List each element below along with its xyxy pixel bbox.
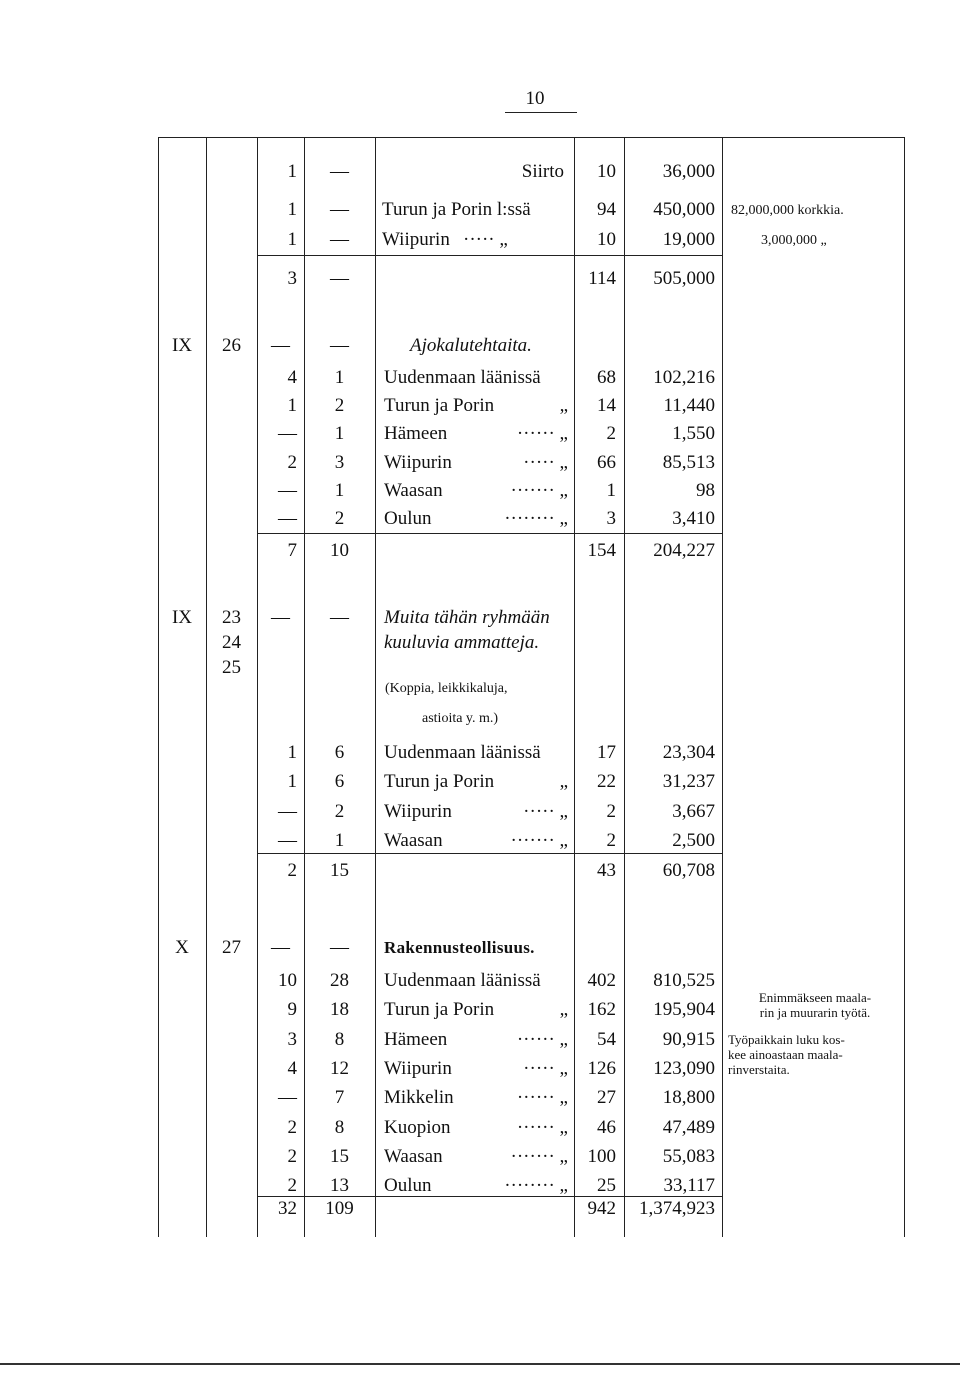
row-name: Wiipurin (382, 229, 450, 250)
cell-count: 14 (597, 395, 616, 416)
row-dots: ······· „ (510, 480, 568, 501)
cell-b: 13 (330, 1175, 349, 1196)
row-name: Waasan (384, 480, 443, 501)
row-dots: ········ „ (504, 1175, 568, 1196)
page-bottom-rule (0, 1363, 960, 1365)
row-name: Waasan (384, 830, 443, 851)
row-name: Turun ja Porin l:ssä (382, 199, 531, 220)
row-name: Wiipurin (384, 801, 452, 822)
cell-a: 2 (287, 1117, 297, 1138)
cell-count: 22 (597, 771, 616, 792)
total-count: 154 (587, 540, 616, 561)
cell-b: — (330, 161, 349, 182)
cell-count: 126 (587, 1058, 616, 1079)
row-name: Uudenmaan läänissä (384, 742, 541, 763)
cell-a: 1 (287, 229, 297, 250)
cell-a: 4 (287, 367, 297, 388)
cell-b: — (330, 607, 349, 628)
group-label: X (175, 937, 189, 958)
cell-b: 12 (330, 1058, 349, 1079)
cell-value: 19,000 (662, 229, 715, 250)
total-value: 505,000 (653, 268, 715, 289)
row-name: Wiipurin (384, 1058, 452, 1079)
row-dots: ····· „ (523, 801, 568, 822)
cell-b: 2 (334, 801, 345, 822)
section-subheading: (Koppia, leikkikaluja, (385, 681, 508, 696)
cell-count: 100 (587, 1146, 616, 1167)
cell-b: 1 (334, 423, 345, 444)
cell-a: 4 (287, 1058, 297, 1079)
subtotal-rule (257, 255, 722, 256)
cell-a: 1 (287, 395, 297, 416)
row-dots: ······ „ (516, 1029, 568, 1050)
cell-a: 10 (278, 970, 297, 991)
cell-a: — (278, 423, 297, 444)
cell-count: 402 (587, 970, 616, 991)
row-dots: „ (559, 771, 568, 792)
cell-value: 85,513 (662, 452, 715, 473)
row-name: Mikkelin (384, 1087, 454, 1108)
total-b: 15 (330, 860, 349, 881)
column-line-b (375, 137, 376, 1237)
cell-a: — (278, 830, 297, 851)
cell-count: 68 (597, 367, 616, 388)
cell-value: 23,304 (662, 742, 715, 763)
cell-value: 3,410 (672, 508, 715, 529)
cell-a: — (278, 508, 297, 529)
side-note (728, 1032, 908, 1077)
subtotal-rule (257, 1196, 722, 1197)
side-note-line: rin ja muurarin työtä. (759, 1005, 871, 1020)
row-name: Oulun (384, 508, 432, 529)
row-dots: ····· „ (523, 452, 568, 473)
cell-value: 3,667 (672, 801, 715, 822)
row-name: Hämeen (384, 1029, 448, 1050)
row-dots: ····· „ (463, 229, 508, 250)
page-number-underline (505, 112, 577, 113)
subtotal-rule (257, 853, 722, 854)
cell-a: 1 (287, 199, 297, 220)
side-note-line: rinverstaita. (728, 1062, 790, 1077)
side-note-line: Enimmäkseen maala- (758, 990, 872, 1005)
cell-a: 2 (287, 1175, 297, 1196)
cell-a: — (271, 607, 290, 628)
cell-value: 1,550 (672, 423, 715, 444)
cell-b: — (330, 229, 349, 250)
cell-a: 1 (287, 161, 297, 182)
cell-a: — (278, 480, 297, 501)
section-heading: Ajokalutehtaita. (410, 335, 532, 356)
total-a: 7 (287, 540, 297, 561)
column-line-group (206, 137, 207, 1237)
section-heading: kuuluvia ammatteja. (384, 632, 540, 653)
cell-b: 6 (334, 742, 345, 763)
cell-count: 94 (597, 199, 616, 220)
row-dots: ······ „ (516, 1087, 568, 1108)
total-value: 60,708 (662, 860, 715, 881)
row-name: Uudenmaan läänissä (384, 970, 541, 991)
table-top-rule (158, 137, 905, 138)
row-name: Uudenmaan läänissä (384, 367, 541, 388)
total-count: 942 (587, 1198, 616, 1219)
row-name: Turun ja Porin (384, 771, 495, 792)
subtotal-rule (257, 533, 722, 534)
cell-count: 1 (606, 480, 616, 501)
row-name: Kuopion (384, 1117, 451, 1138)
section-heading: Muita tähän ryhmään (384, 607, 550, 628)
cell-count: 2 (606, 830, 616, 851)
total-b: 109 (325, 1198, 354, 1219)
cell-a: 1 (287, 771, 297, 792)
cell-count: 25 (597, 1175, 616, 1196)
row-dots: ····· „ (523, 1058, 568, 1079)
group-label: IX (171, 607, 193, 628)
cell-b: 8 (334, 1029, 345, 1050)
row-dots: ········ „ (504, 508, 568, 529)
cell-value: 11,440 (663, 395, 715, 416)
cell-b: 8 (334, 1117, 345, 1138)
cell-value: 450,000 (653, 199, 715, 220)
side-note (724, 990, 906, 1020)
cell-b: 15 (330, 1146, 349, 1167)
cell-b: 2 (334, 508, 345, 529)
row-dots: ······ „ (516, 1117, 568, 1138)
total-value: 1,374,923 (639, 1198, 715, 1219)
cell-a: 1 (287, 742, 297, 763)
cell-value: 810,525 (653, 970, 715, 991)
cell-a: 3 (287, 1029, 297, 1050)
class-label: 25 (222, 657, 241, 678)
cell-b: 28 (330, 970, 349, 991)
cell-b: 18 (330, 999, 349, 1020)
cell-value: 55,083 (662, 1146, 715, 1167)
side-note: 82,000,000 korkkia. (731, 203, 844, 218)
group-label: IX (171, 335, 193, 356)
class-label: 27 (222, 937, 241, 958)
row-name: Siirto (521, 161, 564, 182)
cell-b: 1 (334, 830, 345, 851)
cell-count: 162 (587, 999, 616, 1020)
cell-value: 102,216 (653, 367, 715, 388)
cell-count: 46 (597, 1117, 616, 1138)
section-heading: Rakennusteollisuus. (384, 938, 535, 957)
cell-a: — (278, 1087, 297, 1108)
row-name: Waasan (384, 1146, 443, 1167)
total-b: 10 (330, 540, 349, 561)
total-a: 2 (287, 860, 297, 881)
cell-b: — (330, 937, 349, 958)
cell-value: 31,237 (662, 771, 715, 792)
cell-value: 123,090 (653, 1058, 715, 1079)
cell-b: 1 (334, 480, 345, 501)
cell-value: 2,500 (672, 830, 715, 851)
cell-value: 98 (696, 480, 715, 501)
total-b: — (330, 268, 349, 289)
cell-b: — (330, 335, 349, 356)
cell-count: 66 (597, 452, 616, 473)
column-line-left (158, 137, 159, 1237)
cell-b: 3 (334, 452, 345, 473)
cell-count: 3 (606, 508, 616, 529)
total-a: 32 (278, 1198, 297, 1219)
total-count: 43 (597, 860, 616, 881)
cell-count: 54 (597, 1029, 616, 1050)
row-dots: ······· „ (510, 830, 568, 851)
cell-count: 27 (597, 1087, 616, 1108)
row-dots: ······ „ (516, 423, 568, 444)
class-label: 24 (222, 632, 241, 653)
side-note-line: Työpaikkain luku kos- (728, 1032, 845, 1047)
total-value: 204,227 (653, 540, 715, 561)
class-label: 23 (222, 607, 241, 628)
row-name: Turun ja Porin (384, 395, 495, 416)
cell-value: 18,800 (662, 1087, 715, 1108)
cell-value: 36,000 (662, 161, 715, 182)
cell-count: 2 (606, 423, 616, 444)
row-name: Oulun (384, 1175, 432, 1196)
row-dots: „ (559, 999, 568, 1020)
cell-value: 195,904 (653, 999, 715, 1020)
row-name: Hämeen (384, 423, 448, 444)
class-label: 26 (222, 335, 241, 356)
cell-a: — (278, 801, 297, 822)
cell-a: — (271, 335, 290, 356)
side-note: 3,000,000 „ (761, 233, 827, 248)
cell-value: 33,117 (663, 1175, 715, 1196)
row-name: Wiipurin (384, 452, 452, 473)
cell-value: 47,489 (662, 1117, 715, 1138)
cell-count: 2 (606, 801, 616, 822)
cell-b: 2 (334, 395, 345, 416)
total-count: 114 (588, 268, 616, 289)
row-name: Turun ja Porin (384, 999, 495, 1020)
cell-count: 10 (597, 161, 616, 182)
cell-a: — (271, 937, 290, 958)
cell-count: 10 (597, 229, 616, 250)
section-subheading: astioita y. m.) (422, 711, 499, 726)
cell-b: 1 (334, 367, 345, 388)
cell-b: — (330, 199, 349, 220)
row-dots: „ (559, 395, 568, 416)
cell-b: 6 (334, 771, 345, 792)
cell-b: 7 (334, 1087, 345, 1108)
cell-a: 2 (287, 452, 297, 473)
cell-a: 9 (287, 999, 297, 1020)
cell-count: 17 (597, 742, 616, 763)
page-number: 10 (525, 88, 545, 109)
cell-a: 2 (287, 1146, 297, 1167)
side-note-line: kee ainoastaan maala- (728, 1047, 843, 1062)
row-dots: ······· „ (510, 1146, 568, 1167)
total-a: 3 (287, 268, 297, 289)
column-line-value (722, 137, 723, 1237)
cell-value: 90,915 (662, 1029, 715, 1050)
